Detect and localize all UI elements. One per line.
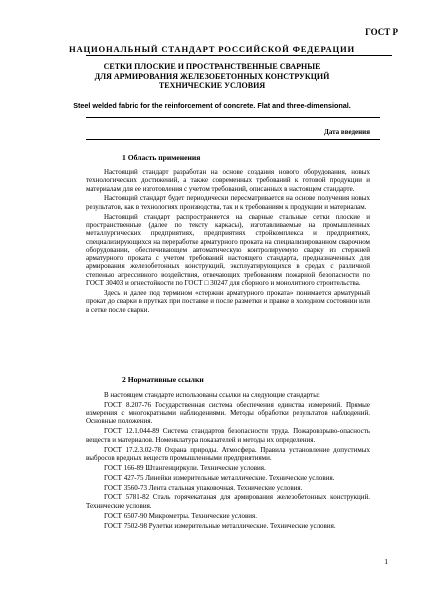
title-line: СЕТКИ ПЛОСКИЕ И ПРОСТРАНСТВЕННЫЕ СВАРНЫЕ (103, 62, 321, 71)
section-body (86, 391, 370, 531)
paragraph: Здесь и далее под термином «стержни арматурного проката» понимается арматурный прокат до сварки в прутках при поставке и после разметки и правке в холодном состоянии или в сетке после сварки. (86, 288, 370, 314)
section-heading: 1 Область применения (122, 153, 201, 162)
paragraph: ГОСТ 427-75 Линейки измерительные металлические. Технические условия. (104, 473, 335, 482)
page-number: 1 (384, 557, 388, 566)
paragraph: ГОСТ 3560-73 Лента стальная упаковочная. Технические условия. (104, 483, 303, 492)
english-title: Steel welded fabric for the reinforcement of concrete. Flat and three-dimensional. (73, 101, 351, 110)
paragraph: ГОСТ 6507-90 Микрометры. Технические условия. (104, 511, 257, 520)
date-label: Дата введения (324, 128, 370, 136)
title-line: ТЕХНИЧЕСКИЕ УСЛОВИЯ (158, 81, 266, 91)
paragraph: Настоящий стандарт будет периодически пересматривается на основе получения новых результатов, как в технологиях производства, так и к требованиям к продукции и материалам. (86, 194, 370, 211)
divider (86, 139, 380, 140)
paragraph: Настоящий стандарт распространяется на сварные стальные сетки плоские и пространственные (далее по тексту каркасы), изготавливаемые на промышленных металлургических предприятиях, предприятиях стройкомплекса и предприятиях, специализирующихся на переработке арматурного проката на специализированном сварочном оборудовании, обеспечивающем автоматическую контролируемую сварку из стержней арматурного проката с учетом требований настоящего стандарта, предназначенных для армирования железобетонных конструкций, эксплуатирующихся в средах с различной степенью агрессивного воздействия, отвечающих требованиям пожарной безопасности по ГОСТ 30403 и огнестойкости по ГОСТ □ 30247 для сборного и монолитного строительства. (86, 212, 370, 288)
paragraph: Настоящий стандарт разработан на основе создания нового оборудования, новых технологических достижений, а также современных требований к готовой продукции и материалам для ее изготовления с учетом требований, описанных в настоящем стандарте. (86, 168, 370, 193)
section-body (86, 168, 370, 315)
title-line: ДЛЯ АРМИРОВАНИЯ ЖЕЛЕЗОБЕТОННЫХ КОНСТРУКЦИЙ (94, 71, 330, 81)
paragraph: ГОСТ 12.1.044-89 Система стандартов безопасности труда. Пожаровзрыво-опасность веществ и материалов. Номенклатура показателей и методы их определения. (86, 427, 370, 444)
paragraph: ГОСТ 7502-98 Рулетки измерительные металлические. Технические условия. (104, 521, 336, 530)
paragraph: В настоящем стандарте использованы ссылки на следующие стандарты: (104, 391, 320, 399)
paragraph: ГОСТ 5781-82 Сталь горячекатаная для армирования железобетонных конструкций. Технические условия. (86, 493, 370, 510)
paragraph: ГОСТ 8.207-76 Государственная система обеспечения единства измерений. Прямые измерения с многократными наблюдениями. Методы обработки результатов наблюдений. Основные положения. (86, 400, 370, 426)
divider (86, 117, 380, 118)
gost-label: ГОСТ Р (365, 27, 398, 37)
section-heading: 2 Нормативные ссылки (122, 375, 204, 384)
national-standard-heading: НАЦИОНАЛЬНЫЙ СТАНДАРТ РОССИЙСКОЙ ФЕДЕРАЦИИ (69, 44, 355, 54)
document-title (0, 62, 424, 91)
divider (86, 55, 392, 56)
paragraph: ГОСТ 166-89 Штангенциркули. Технические условия. (104, 463, 266, 472)
paragraph: ГОСТ 17.2.3.02-78 Охрана природы. Атмосфера. Правила установление допустимых выбросов вредных веществ промышленными предприятиями. (86, 445, 370, 462)
